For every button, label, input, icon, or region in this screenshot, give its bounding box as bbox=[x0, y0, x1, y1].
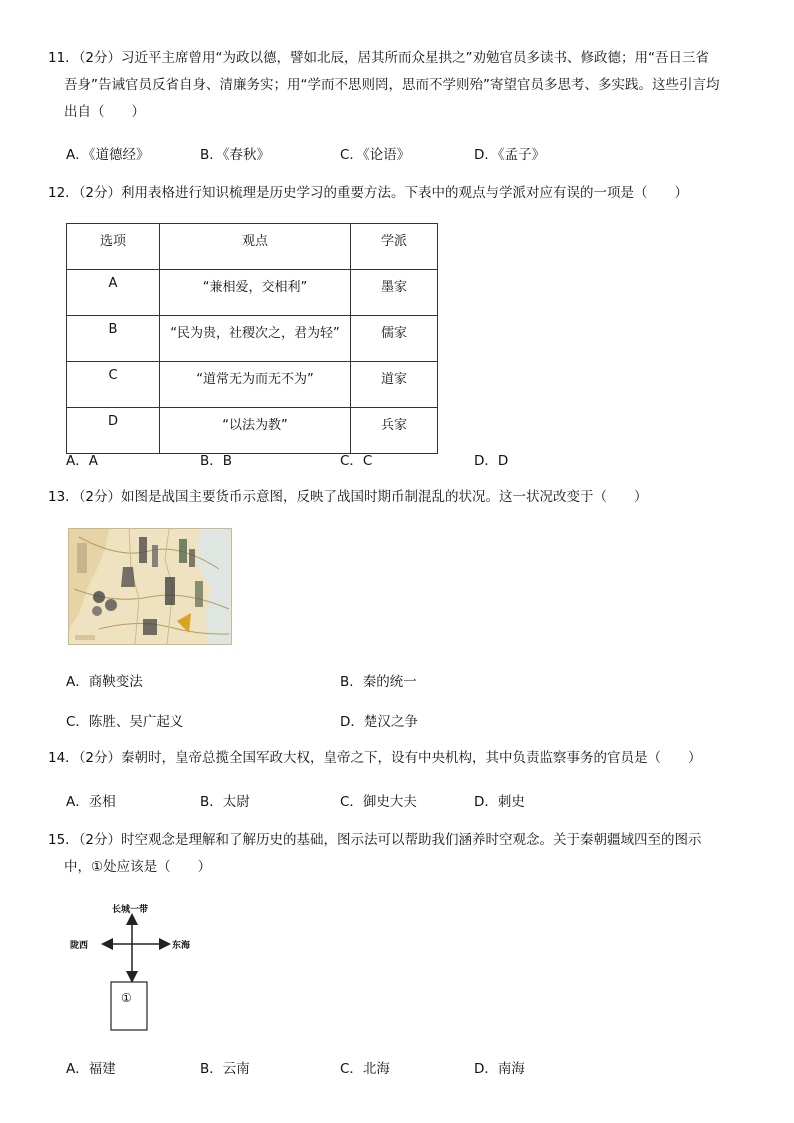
option-a[interactable]: A．丞相 bbox=[66, 794, 116, 810]
question-15 bbox=[48, 827, 748, 881]
q13-options-row1 bbox=[66, 670, 686, 690]
q12-options bbox=[66, 449, 686, 469]
question-stem-line3: 出自（ ） bbox=[64, 104, 145, 120]
option-d[interactable]: D．刺史 bbox=[474, 794, 525, 810]
map-illustration bbox=[69, 529, 231, 644]
table-cell: 兵家 bbox=[351, 408, 438, 454]
table-cell: D bbox=[67, 408, 160, 454]
question-number: 11． bbox=[48, 50, 79, 66]
table-header-cell: 选项 bbox=[67, 224, 160, 270]
box-label: ① bbox=[121, 991, 132, 1005]
table-header-cell: 学派 bbox=[351, 224, 438, 270]
question-stem: （2分）如图是战国主要货币示意图，反映了战国时期币制混乱的状况。这一状况改变于（ ） bbox=[78, 489, 648, 505]
option-b[interactable]: B．《春秋》 bbox=[200, 147, 271, 163]
qin-territory-diagram bbox=[56, 898, 206, 1038]
question-14 bbox=[48, 745, 748, 772]
table-header-row bbox=[67, 224, 438, 270]
q15-options bbox=[66, 1057, 686, 1077]
question-stem-line1: （2分）时空观念是理解和了解历史的基础，图示法可以帮助我们涵养时空观念。关于秦朝疆域四至的图示 bbox=[78, 832, 702, 848]
table-cell: A bbox=[67, 270, 160, 316]
option-a[interactable]: A．福建 bbox=[66, 1061, 116, 1077]
option-c[interactable]: C．C bbox=[340, 453, 373, 469]
q13-options-row2 bbox=[66, 710, 686, 730]
option-a[interactable]: A．A bbox=[66, 453, 98, 469]
question-11 bbox=[48, 45, 748, 126]
table-row bbox=[67, 316, 438, 362]
viewpoint-school-table bbox=[66, 223, 438, 454]
compass-diagram bbox=[56, 898, 206, 1038]
question-stem-line1: （2分）习近平主席曾用“为政以德，譬如北辰，居其所而众星拱之”劝勉官员多读书、修政德；用“吾日三省 bbox=[78, 50, 710, 66]
question-stem: （2分）秦朝时，皇帝总揽全国军政大权，皇帝之下，设有中央机构，其中负责监察事务的官员是（ ） bbox=[78, 750, 702, 766]
option-d[interactable]: D．《孟子》 bbox=[474, 147, 546, 163]
question-number: 13． bbox=[48, 489, 79, 505]
option-c[interactable]: C．北海 bbox=[340, 1061, 390, 1077]
table-row bbox=[67, 362, 438, 408]
table-cell: “道常无为而无不为” bbox=[160, 362, 351, 408]
option-c[interactable]: C．《论语》 bbox=[340, 147, 411, 163]
table-cell: 儒家 bbox=[351, 316, 438, 362]
option-b[interactable]: B．B bbox=[200, 453, 233, 469]
question-stem: （2分）利用表格进行知识梳理是历史学习的重要方法。下表中的观点与学派对应有误的一项是（ ） bbox=[78, 185, 689, 201]
table-cell: “以法为教” bbox=[160, 408, 351, 454]
option-a[interactable]: A．《道德经》 bbox=[66, 147, 150, 163]
question-13 bbox=[48, 484, 748, 511]
label-north: 长城一带 bbox=[112, 905, 149, 915]
table-header-cell: 观点 bbox=[160, 224, 351, 270]
warring-states-currency-map bbox=[68, 528, 232, 645]
table-cell: 道家 bbox=[351, 362, 438, 408]
q14-options bbox=[66, 790, 686, 810]
question-number: 15． bbox=[48, 832, 79, 848]
q11-options bbox=[66, 143, 686, 163]
question-number: 12． bbox=[48, 185, 79, 201]
option-c[interactable]: C．陈胜、吴广起义 bbox=[66, 714, 184, 730]
table-cell: 墨家 bbox=[351, 270, 438, 316]
option-c[interactable]: C．御史大夫 bbox=[340, 794, 417, 810]
option-b[interactable]: B．秦的统一 bbox=[340, 674, 417, 690]
table-row bbox=[67, 408, 438, 454]
option-b[interactable]: B．云南 bbox=[200, 1061, 250, 1077]
answer-box bbox=[111, 982, 147, 1030]
table-cell: “民为贵，社稷次之，君为轻” bbox=[160, 316, 351, 362]
question-stem-line2: 中，①处应该是（ ） bbox=[64, 859, 212, 875]
question-stem-line2: 吾身”告诫官员反省自身、清廉务实；用“学而不思则罔，思而不学则殆”寄望官员多思考、多实践。这些引言均 bbox=[64, 77, 720, 93]
label-west: 陇西 bbox=[70, 941, 89, 951]
table-cell: B bbox=[67, 316, 160, 362]
option-a[interactable]: A．商鞅变法 bbox=[66, 674, 143, 690]
table-row bbox=[67, 270, 438, 316]
question-number: 14． bbox=[48, 750, 79, 766]
table-cell: C bbox=[67, 362, 160, 408]
question-12 bbox=[48, 180, 748, 207]
option-d[interactable]: D．南海 bbox=[474, 1061, 525, 1077]
option-b[interactable]: B．太尉 bbox=[200, 794, 250, 810]
option-d[interactable]: D．D bbox=[474, 453, 509, 469]
label-east: 东海 bbox=[172, 941, 191, 951]
table-cell: “兼相爱，交相利” bbox=[160, 270, 351, 316]
option-d[interactable]: D．楚汉之争 bbox=[340, 714, 418, 730]
